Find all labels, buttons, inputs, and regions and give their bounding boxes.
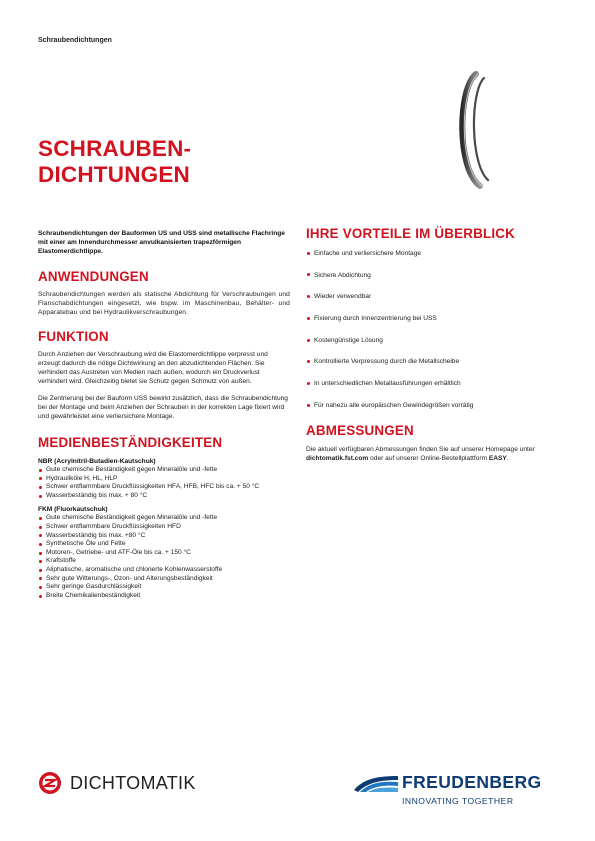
list-item: Schwer entflammbare Druckflüssigkeiten HFD bbox=[38, 523, 290, 532]
homepage-link[interactable]: dichtomatik.fst.com bbox=[306, 454, 369, 462]
list-item: Gute chemische Beständigkeit gegen Mineralöle und -fette bbox=[38, 514, 290, 523]
freudenberg-logo bbox=[354, 772, 542, 806]
list-item: Kraftstoffe bbox=[38, 557, 290, 566]
list-item: Wasserbeständig bis max. + 80 °C bbox=[38, 492, 290, 501]
heading-medienbestaendigkeiten: MEDIENBESTÄNDIGKEITEN bbox=[38, 435, 223, 450]
list-item: Für nahezu alle europäischen Gewindegrößen vorrätig bbox=[306, 401, 558, 410]
list-item: Einfache und verliersichere Montage bbox=[306, 249, 558, 258]
right-column bbox=[306, 226, 558, 463]
dichtomatik-wordmark: DICHTOMATIK bbox=[70, 772, 196, 793]
dichtomatik-logo bbox=[38, 770, 196, 796]
list-item: Fixierung durch Innenzentrierung bei USS bbox=[306, 314, 558, 323]
list-item: Sehr gute Witterungs-, Ozon- und Alterungsbeständigkeit bbox=[38, 575, 290, 584]
heading-abmessungen: ABMESSUNGEN bbox=[306, 422, 414, 438]
easy-platform-name: EASY bbox=[488, 454, 507, 462]
list-item: Kontrollierte Verpressung durch die Metallscheibe bbox=[306, 357, 558, 366]
list-item: Synthetische Öle und Fette bbox=[38, 540, 290, 549]
list-item: Aliphatische, aromatische und chlorierte Kohlenwasserstoffe bbox=[38, 566, 290, 575]
list-item: Hydrauliköle H, HL, HLP bbox=[38, 475, 290, 484]
freudenberg-tagline: INNOVATING TOGETHER bbox=[402, 796, 514, 806]
abmessungen-text-part: Die aktuell verfügbaren Abmessungen finden Sie auf unserer Homepage unter bbox=[306, 445, 535, 453]
list-item: Schwer entflammbare Druckflüssigkeiten HFA, HFB, HFC bis ca. + 50 °C bbox=[38, 483, 290, 492]
list-item: Wasserbeständig bis max. +80 °C bbox=[38, 532, 290, 541]
list-item: Breite Chemikalienbeständigkeit bbox=[38, 592, 290, 601]
abmessungen-text bbox=[306, 445, 558, 463]
list-item: Gute chemische Beständigkeit gegen Mineralöle und -fette bbox=[38, 466, 290, 475]
seal-ring-image bbox=[448, 68, 504, 192]
left-column bbox=[38, 229, 290, 600]
funktion-text-2: Die Zentrierung bei der Bauform USS bewirkt zusätzlich, dass die Schraubendichtung bei der Montage und beim Anziehen der Schrauben in der korrekten Lage fixiert wird und gewährleistet eine verliersichere Montage. bbox=[38, 395, 288, 420]
abmessungen-text-part: oder auf unserer Online-Bestellplattform bbox=[368, 454, 489, 462]
funktion-text-1: Durch Anziehen der Verschraubung wird die Elastomerdichtlippe verpresst und erzeugt dadurch die nötige Dichtwirkung an den abzudichtenden Flächen. Sie verhindert das Austreten von Medien nach außen, wodurch ein Druckverlust verhindert wird. Gleichzeitig bietet sie Schutz gegen Schmutz von außen. bbox=[38, 351, 268, 385]
freudenberg-wave-icon bbox=[354, 774, 398, 792]
vorteile-list bbox=[306, 249, 558, 410]
heading-anwendungen: ANWENDUNGEN bbox=[38, 269, 149, 284]
list-item: In unterschiedlichen Metallausführungen erhältlich bbox=[306, 379, 558, 388]
dichtomatik-mark-icon bbox=[38, 771, 62, 795]
list-item: Sehr geringe Gasdurchlässigkeit bbox=[38, 583, 290, 592]
nbr-subheading: NBR (Acrylnitril-Butadien-Kautschuk) bbox=[38, 458, 156, 465]
list-item: Sichere Abdichtung bbox=[306, 271, 558, 280]
list-item: Motoren-, Getriebe- und ATF-Öle bis ca. + 150 °C bbox=[38, 549, 290, 558]
heading-vorteile: IHRE VORTEILE IM ÜBERBLICK bbox=[306, 226, 516, 241]
fkm-subheading: FKM (Fluorkautschuk) bbox=[38, 506, 108, 514]
fkm-list bbox=[38, 514, 290, 600]
list-item: Kostengünstige Lösung bbox=[306, 336, 558, 345]
intro-text: Schraubendichtungen der Bauformen US und USS sind metallische Flachringe mit einer am Innendurchmesser anvulkanisierten trapezförmigen Elastomerdichtlippe. bbox=[38, 230, 285, 255]
list-item: Wieder verwendbar bbox=[306, 292, 558, 301]
page-title-line-1: SCHRAUBEN- bbox=[38, 136, 192, 161]
page-title bbox=[38, 136, 278, 188]
page-title-line-2: DICHTUNGEN bbox=[38, 162, 190, 187]
anwendungen-text: Schraubendichtungen werden als statische Abdichtung für Verschraubungen und Flanschabdichtungen eingesetzt, wie bspw. im Maschinenbau, Behälter- und Apparatebau und bei Hydraulikverschraubungen. bbox=[38, 291, 290, 316]
heading-funktion: FUNKTION bbox=[38, 329, 109, 344]
header-label: Schraubendichtungen bbox=[38, 37, 112, 44]
abmessungen-text-part: . bbox=[506, 454, 509, 462]
nbr-list bbox=[38, 466, 290, 500]
freudenberg-wordmark: FREUDENBERG bbox=[402, 772, 542, 792]
